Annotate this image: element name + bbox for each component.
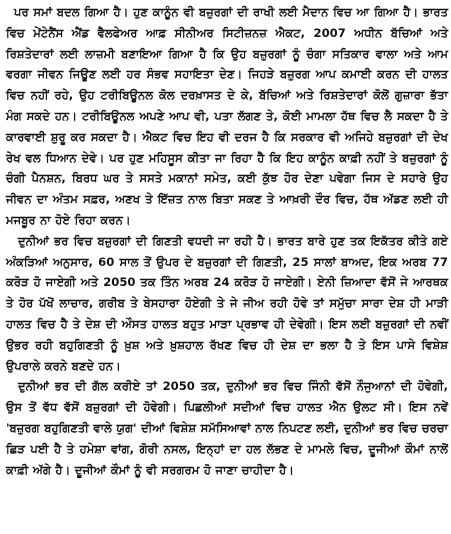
article-paragraph-1: ਪਰ ਸਮਾਂ ਬਦਲ ਗਿਆ ਹੈ। ਹੁਣ ਕਾਨੂੰਨ ਵੀ ਬਜ਼ੁਰਗਾਂ ਦੀ ਰਾਖੀ ਲਈ ਮੈਦਾਨ ਵਿਚ ਆ ਗਿਆ ਹੈ। ਭਾਰਤ ਵਿਚ ਮੇਂਟੇਨੈਂਸ ਐਂਡ ਵੈਲਫੇਅਰ ਆਫ਼ ਸੀਨੀਅਰ ਸਿਟੀਜ਼ਨਜ਼ ਐਕਟ, 2007 ਅਧੀਨ ਬੱਚਿਆਂ ਅਤੇ ਰਿਸ਼ਤੇਦਾਰਾਂ ਲਈ ਲਾਜ਼ਮੀ ਬਣਾਇਆ ਗਿਆ ਹੈ ਕਿ ਉਹ ਬਜ਼ੁਰਗਾਂ ਨੂੰ ਚੰਗਾ ਸਤਿਕਾਰ ਵਾਲਾ ਅਤੇ ਆਮ ਵਰਗਾ ਜੀਵਨ ਜਿਊਣ ਲਈ ਹਰ ਸੰਭਵ ਸਹਾਇਤਾ ਦੇਣ। ਜਿਹੜੇ ਬਜ਼ੁਰਗ ਆਪ ਕਮਾਈ ਕਰਨ ਦੀ ਹਾਲਤ ਵਿਚ ਨਹੀਂ ਰਹੇ, ਉਹ ਟਰੀਬਿਊਨਲ ਕੋਲ ਦਰਖ਼ਾਸਤ ਦੇ ਕੇ, ਬੱਚਿਆਂ ਅਤੇ ਰਿਸ਼ਤੇਦਾਰਾਂ ਕੋਲੋਂ ਗੁਜ਼ਾਰਾ ਭੱਤਾ ਮੰਗ ਸਕਦੇ ਹਨ। ਟਰੀਬਿਊਨਲ ਅਪਣੇ ਆਪ ਵੀ, ਪਤਾ ਲੱਗਣ ਤੇ, ਕੋਈ ਮਾਮਲਾ ਹੱਥ ਵਿਚ ਲੈ ਸਕਦਾ ਹੈ ਤੇ ਕਾਰਵਾਈ ਸ਼ੁਰੂ ਕਰ ਸਕਦਾ ਹੈ। ਐਕਟ ਵਿਚ ਇਹ ਵੀ ਦਰਜ ਹੈ ਕਿ ਸਰਕਾਰ ਵੀ ਅਜਿਹੇ ਬਜ਼ੁਰਗਾਂ ਦੀ ਦੇਖ ਰੇਖ ਵਲ ਧਿਆਨ ਦੇਵੇ। ਪਰ ਹੁਣ ਮਹਿਸੂਸ ਕੀਤਾ ਜਾ ਰਿਹਾ ਹੈ ਕਿ ਇਹ ਕਾਨੂੰਨ ਕਾਫ਼ੀ ਨਹੀਂ ਤੇ ਬਜ਼ੁਰਗਾਂ ਨੂੰ ਚੰਗੀ ਪੈਨਸ਼ਨ, ਬਿਰਧ ਘਰ ਤੇ ਸਸਤੇ ਮਕਾਨਾਂ ਸਮੇਤ, ਕਈ ਕੁੱਝ ਹੋਰ ਦੇਣਾ ਪਵੇਗਾ ਜਿਸ ਦੇ ਸਹਾਰੇ ਉਹ ਜੀਵਨ ਦਾ ਅੰਤਮ ਸਫ਼ਰ, ਅਣਖ ਤੇ ਇੱਜ਼ਤ ਨਾਲ ਬਿਤਾ ਸਕਣ ਤੇ ਆਖ਼ਰੀ ਦੌਰ ਵਿਚ, ਹੱਥ ਅੱਡਣ ਲਈ ਹੀ ਮਜਬੂਰ ਨਾ ਹੋਏ ਰਿਹਾ ਕਰਨ। xyxy=(6,5,448,227)
article-paragraph-2: ਦੁਨੀਆਂ ਭਰ ਵਿਚ ਬਜ਼ੁਰਗਾਂ ਦੀ ਗਿਣਤੀ ਵਧਦੀ ਜਾ ਰਹੀ ਹੈ। ਭਾਰਤ ਬਾਰੇ ਹੁਣ ਤਕ ਇਕੱਤਰ ਕੀਤੇ ਗਏ ਅੰਕੜਿਆਂ ਅਨੁਸਾਰ, 60 ਸਾਲ ਤੋਂ ਉਪਰ ਦੇ ਬਜ਼ੁਰਗਾਂ ਦੀ ਗਿਣਤੀ, 25 ਸਾਲਾਂ ਬਾਅਦ, ਇਕ ਅਰਬ 77 ਕਰੋੜ ਹੋ ਜਾਏਗੀ ਅਤੇ 2050 ਤਕ ਤਿੰਨ ਅਰਬ 24 ਕਰੋੜ ਹੋ ਜਾਏਗੀ। ਏਨੀ ਜ਼ਿਆਦਾ ਵੱਸੋਂ ਜੇ ਆਰਥਕ ਤੇ ਹੋਰ ਪੱਖੋਂ ਲਾਚਾਰ, ਗਰੀਬ ਤੇ ਬੇਸਹਾਰਾ ਹੋਏਗੀ ਤੇ ਜੇ ਜੀਅ ਰਹੀ ਹੋਵੇ ਤਾਂ ਸਮੁੱਚਾ ਸਾਰਾ ਦੇਸ਼ ਹੀ ਮਾੜੀ ਹਾਲਤ ਵਿਚ ਹੈ ਤੇ ਦੇਸ਼ ਦੀ ਔਸਤ ਹਾਲਤ ਬਹੁਤ ਮਾੜਾ ਪ੍ਰਭਾਵ ਹੀ ਦੇਵੇਗੀ। ਇਸ ਲਈ ਬਜ਼ੁਰਗਾਂ ਦੀ ਨਵੀਂ ਉਭਰ ਰਹੀ ਬਹੁਗਿਣਤੀ ਨੂੰ ਖ਼ੁਸ਼ ਅਤੇ ਖ਼ੁਸ਼ਹਾਲ ਰੱਖਣ ਵਿਚ ਹੀ ਦੇਸ਼ ਦਾ ਭਲਾ ਹੈ ਤੇ ਇਸ ਪਾਸੇ ਵਿਸ਼ੇਸ਼ ਉਪਰਾਲੇ ਕਰਨੇ ਬਣਦੇ ਹਨ। xyxy=(6,233,448,373)
article-paragraph-3: ਦੁਨੀਆਂ ਭਰ ਦੀ ਗੱਲ ਕਰੀਏ ਤਾਂ 2050 ਤਕ, ਦੁਨੀਆਂ ਭਰ ਵਿਚ ਜਿੰਨੀ ਵੱਸੋਂ ਨੌਜੁਆਨਾਂ ਦੀ ਹੋਵੇਗੀ, ਉਸ ਤੋਂ ਵੱਧ ਵੱਸੋਂ ਬਜ਼ੁਰਗਾਂ ਦੀ ਹੋਵੇਗੀ। ਪਿਛਲੀਆਂ ਸਦੀਆਂ ਵਿਚ ਹਾਲਤ ਐਨ ਉਲਟ ਸੀ। ਇਸ ਨਵੇਂ 'ਬਜ਼ੁਰਗ ਬਹੁਗਿਣਤੀ ਵਾਲੇ ਯੁਗ' ਦੀਆਂ ਵਿਸ਼ੇਸ਼ ਸਮੱਸਿਆਵਾਂ ਨਾਲ ਨਿਪਟਣ ਲਈ, ਦੁਨੀਆਂ ਭਰ ਵਿਚ ਚਰਚਾ ਛਿੜ ਪਈ ਹੈ ਤੇ ਹਮੇਸ਼ਾ ਵਾਂਗ, ਗੋਰੀ ਨਸਲ, ਇਨ੍ਹਾਂ ਦਾ ਹਲ ਲੱਭਣ ਦੇ ਮਾਮਲੇ ਵਿਚ, ਦੂਜੀਆਂ ਕੌਮਾਂ ਨਾਲੋਂ ਕਾਫ਼ੀ ਅੱਗੇ ਹੈ। ਦੂਜੀਆਂ ਕੌਮਾਂ ਨੂੰ ਵੀ ਸਰਗਰਮ ਹੋ ਜਾਣਾ ਚਾਹੀਦਾ ਹੈ। xyxy=(6,379,448,477)
